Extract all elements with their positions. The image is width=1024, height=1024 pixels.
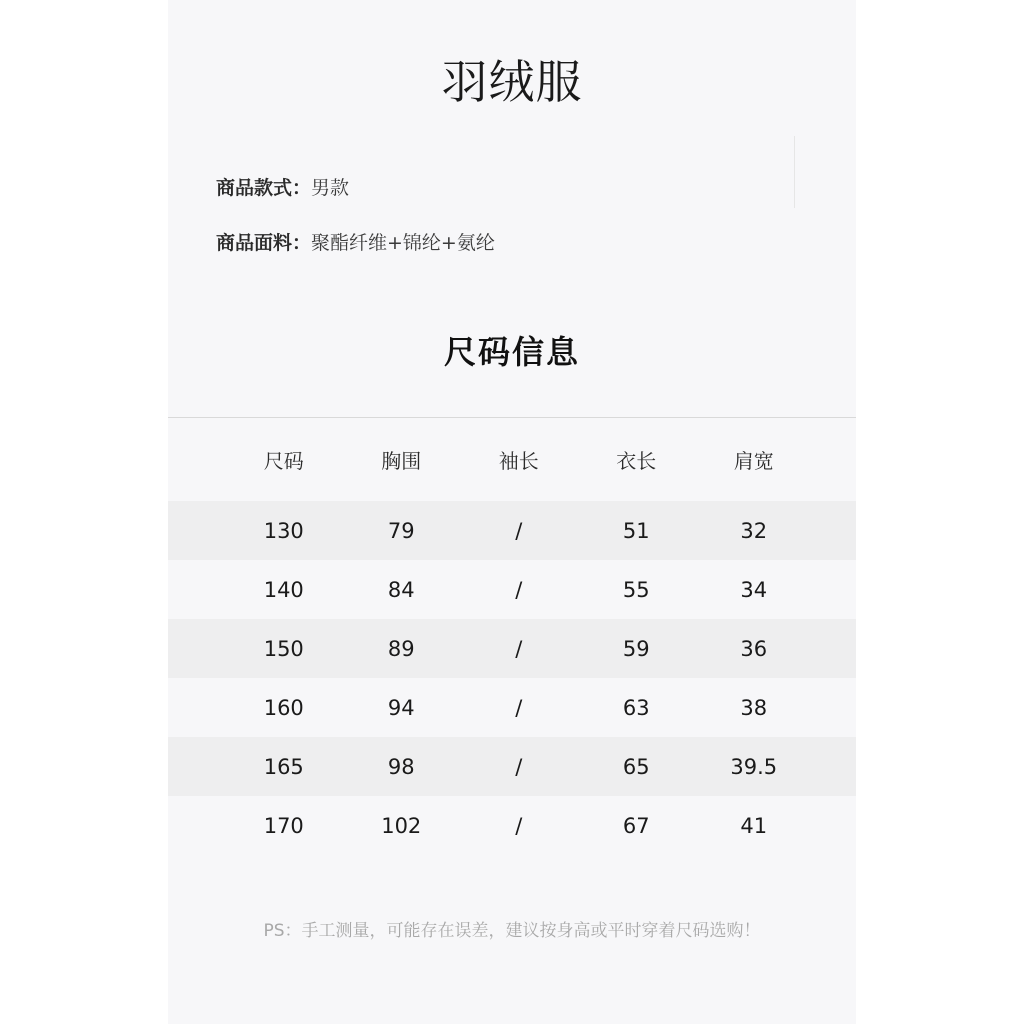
- cell-length: 65: [622, 754, 650, 779]
- header-length: 衣长: [616, 448, 657, 473]
- table-row: [168, 796, 856, 855]
- cell-length: 55: [622, 577, 650, 602]
- cell-sleeve: /: [515, 754, 523, 779]
- cell-shoulder: 38: [740, 695, 768, 720]
- cell-size: 165: [263, 754, 304, 779]
- cell-chest: 89: [387, 636, 415, 661]
- cell-size: 130: [263, 518, 304, 543]
- product-detail-panel: [168, 0, 856, 1024]
- cell-length: 59: [622, 636, 650, 661]
- cell-chest: 102: [381, 813, 422, 838]
- table-row: [168, 560, 856, 619]
- cell-size: 150: [263, 636, 304, 661]
- table-row: [168, 501, 856, 560]
- size-table: [168, 430, 856, 855]
- cell-sleeve: /: [515, 695, 523, 720]
- spec-fabric-row: [216, 230, 495, 256]
- spec-fabric-label: 商品面料：: [216, 232, 312, 254]
- cell-length: 51: [622, 518, 650, 543]
- size-table-body: [168, 501, 856, 855]
- cell-size: 170: [263, 813, 304, 838]
- header-shoulder: 肩宽: [733, 448, 774, 473]
- table-row: [168, 737, 856, 796]
- table-row: [168, 678, 856, 737]
- cell-shoulder: 39.5: [730, 754, 778, 779]
- cell-chest: 79: [387, 518, 415, 543]
- header-chest: 胸围: [381, 448, 422, 473]
- cell-sleeve: /: [515, 813, 523, 838]
- header-size: 尺码: [263, 448, 304, 473]
- product-title: 羽绒服: [441, 55, 583, 109]
- cell-shoulder: 41: [740, 813, 768, 838]
- cell-chest: 84: [387, 577, 415, 602]
- spec-style-value: 男款: [311, 177, 350, 199]
- measurement-note: PS：手工测量，可能存在误差，建议按身高或平时穿着尺码选购！: [263, 921, 761, 941]
- vertical-divider: [794, 136, 795, 208]
- cell-shoulder: 34: [740, 577, 768, 602]
- cell-sleeve: /: [515, 577, 523, 602]
- spec-style-row: [216, 175, 349, 201]
- cell-sleeve: /: [515, 518, 523, 543]
- cell-size: 160: [263, 695, 304, 720]
- spec-fabric-value: 聚酯纤维+锦纶+氨纶: [311, 232, 495, 254]
- cell-length: 67: [622, 813, 650, 838]
- cell-length: 63: [622, 695, 650, 720]
- cell-chest: 98: [387, 754, 415, 779]
- cell-size: 140: [263, 577, 304, 602]
- size-section-title: 尺码信息: [443, 333, 580, 371]
- cell-shoulder: 32: [740, 518, 768, 543]
- size-table-header: [168, 430, 856, 488]
- table-row: [168, 619, 856, 678]
- cell-sleeve: /: [515, 636, 523, 661]
- header-sleeve: 袖长: [498, 448, 539, 473]
- section-divider: [168, 417, 856, 418]
- cell-shoulder: 36: [740, 636, 768, 661]
- cell-chest: 94: [387, 695, 415, 720]
- spec-style-label: 商品款式：: [216, 177, 312, 199]
